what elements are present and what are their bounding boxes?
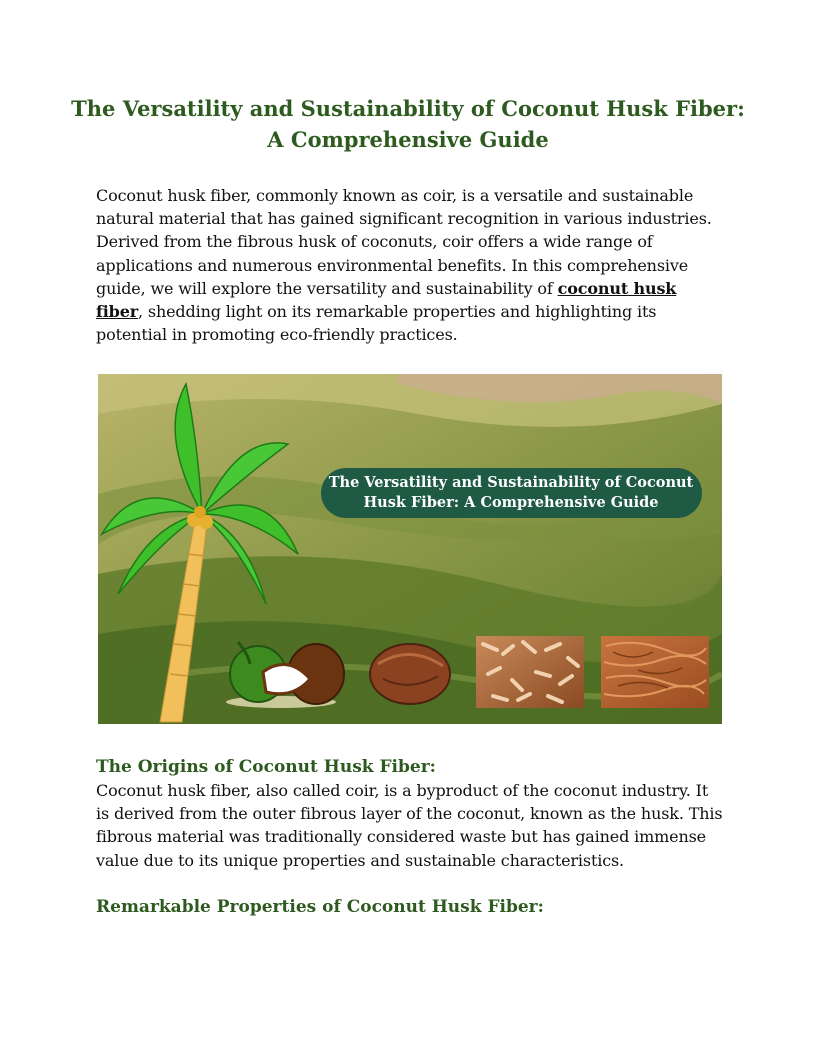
intro-text-start: Coconut husk fiber, commonly known as coir, is a versatile and sustainable natural material that has gained significant recognition in various industries. Derived from the fibrous husk of coconuts, coir offers a wide range of applications and numerous environmental benefits. In this comprehensive guide, we will explore the versatility and sustainability of bbox=[96, 186, 712, 298]
coir-fiber-photo bbox=[601, 636, 709, 708]
section-heading-origins: The Origins of Coconut Husk Fiber: bbox=[96, 757, 436, 777]
coconut-chips-photo bbox=[476, 636, 584, 708]
coconut-shell-illustration bbox=[370, 644, 450, 704]
hero-image bbox=[98, 374, 722, 724]
intro-paragraph bbox=[96, 184, 726, 346]
coconut-husk-fiber-link[interactable]: coconut husk fiber bbox=[96, 278, 677, 322]
page-title-line-2: A Comprehensive Guide bbox=[267, 127, 549, 152]
banner-title-line-2: Husk Fiber: A Comprehensive Guide bbox=[363, 494, 659, 511]
intro-text-end: , shedding light on its remarkable properties and highlighting its potential in promoting eco-friendly practices. bbox=[96, 302, 657, 345]
section-heading-properties: Remarkable Properties of Coconut Husk Fiber: bbox=[96, 897, 544, 917]
page-title-line-1: The Versatility and Sustainability of Coconut Husk Fiber: bbox=[71, 96, 745, 121]
page-title bbox=[60, 93, 756, 155]
banner bbox=[321, 468, 702, 518]
section-paragraph-origins: Coconut husk fiber, also called coir, is a byproduct of the coconut industry. It is derived from the outer fibrous layer of the coconut, known as the husk. This fibrous material was traditionally considered waste but has gained immense value due to its unique properties and sustainable characteristics. bbox=[96, 781, 723, 870]
banner-title-line-1: The Versatility and Sustainability of Coconut bbox=[328, 474, 694, 491]
